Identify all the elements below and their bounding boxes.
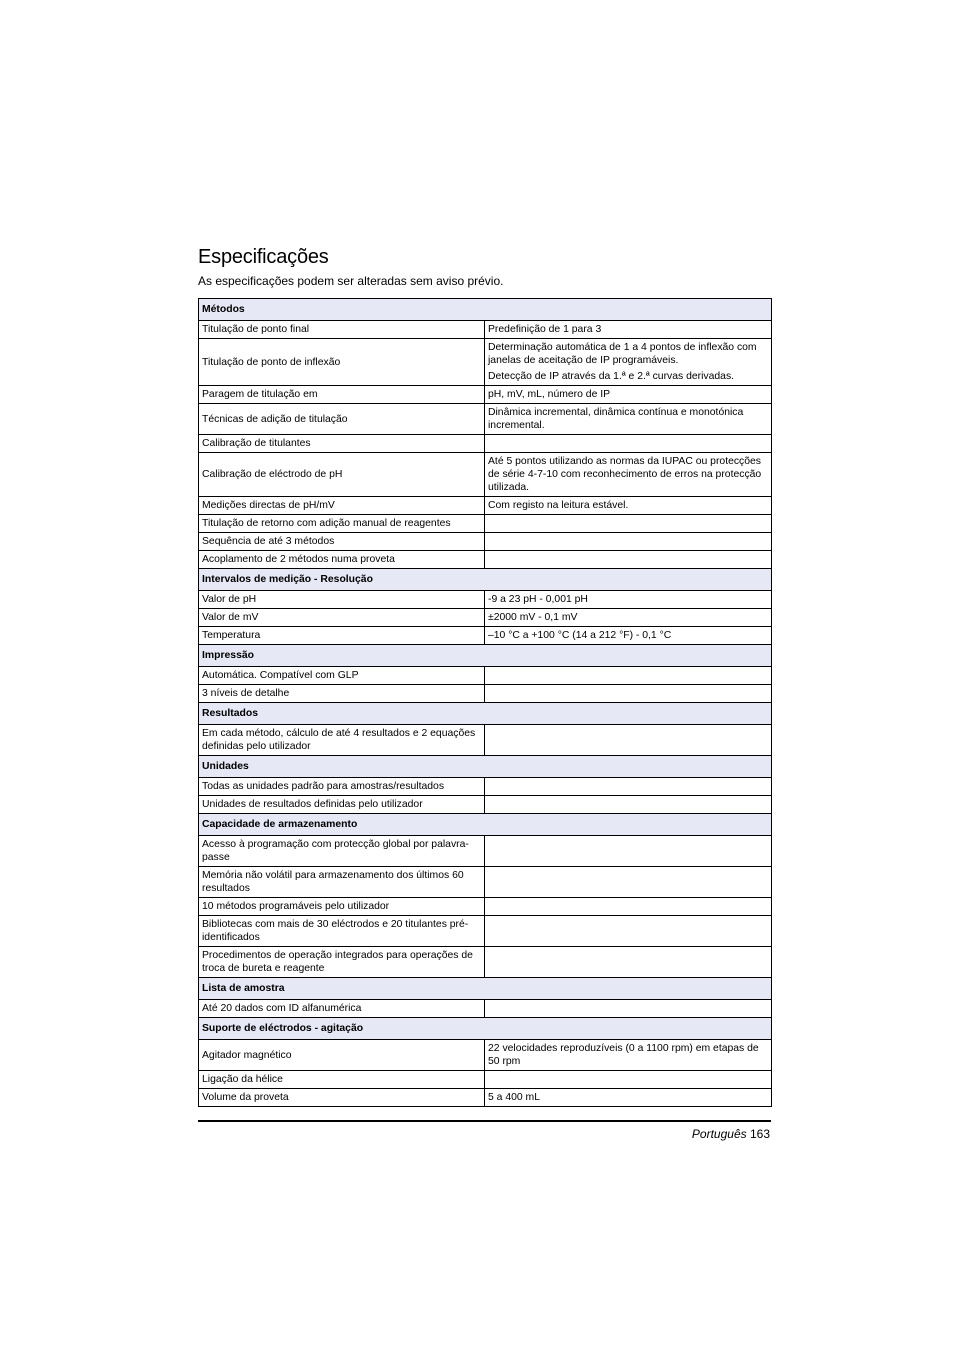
table-row <box>199 404 772 435</box>
spec-label: 3 níveis de detalhe <box>199 685 485 703</box>
section-header-row <box>199 703 772 725</box>
table-row <box>199 321 772 339</box>
spec-label: Titulação de retorno com adição manual de reagentes <box>199 515 485 533</box>
table-row <box>199 515 772 533</box>
spec-value <box>485 778 772 796</box>
table-row <box>199 685 772 703</box>
table-row <box>199 339 772 386</box>
spec-value <box>485 685 772 703</box>
section-header-row <box>199 299 772 321</box>
footer-rule <box>198 1120 771 1122</box>
table-row <box>199 497 772 515</box>
table-row <box>199 627 772 645</box>
spec-value <box>485 515 772 533</box>
spec-value <box>485 453 772 497</box>
section-heading: Métodos <box>199 299 772 321</box>
spec-value-text: –10 °C a +100 °C (14 a 212 °F) - 0,1 °C <box>488 630 672 641</box>
table-row <box>199 778 772 796</box>
spec-label: Agitador magnético <box>199 1040 485 1071</box>
spec-value <box>485 898 772 916</box>
table-row <box>199 725 772 756</box>
spec-value <box>485 609 772 627</box>
section-header-row <box>199 756 772 778</box>
spec-label: Paragem de titulação em <box>199 386 485 404</box>
spec-label: Automática. Compatível com GLP <box>199 667 485 685</box>
table-row <box>199 386 772 404</box>
section-heading: Suporte de eléctrodos - agitação <box>199 1018 772 1040</box>
spec-label: 10 métodos programáveis pelo utilizador <box>199 898 485 916</box>
spec-value <box>485 533 772 551</box>
spec-value <box>485 796 772 814</box>
table-row <box>199 947 772 978</box>
spec-label: Ligação da hélice <box>199 1071 485 1089</box>
table-row <box>199 916 772 947</box>
spec-label: Titulação de ponto de inflexão <box>199 339 485 386</box>
spec-label: Valor de mV <box>199 609 485 627</box>
spec-value <box>485 667 772 685</box>
spec-label: Em cada método, cálculo de até 4 resultados e 2 equações definidas pelo utilizador <box>199 725 485 756</box>
spec-label: Calibração de eléctrodo de pH <box>199 453 485 497</box>
spec-value <box>485 404 772 435</box>
spec-value-text: Dinâmica incremental, dinâmica contínua e monotónica incremental. <box>488 407 744 431</box>
spec-label: Sequência de até 3 métodos <box>199 533 485 551</box>
spec-value-text: pH, mV, mL, número de IP <box>488 389 611 400</box>
page-number: 163 <box>749 1127 770 1141</box>
spec-label: Calibração de titulantes <box>199 435 485 453</box>
section-header-row <box>199 1018 772 1040</box>
table-row <box>199 867 772 898</box>
spec-label: Todas as unidades padrão para amostras/resultados <box>199 778 485 796</box>
spec-label: Procedimentos de operação integrados para operações de troca de bureta e reagente <box>199 947 485 978</box>
section-header-row <box>199 645 772 667</box>
section-heading: Intervalos de medição - Resolução <box>199 569 772 591</box>
page-subtitle: As especificações podem ser alteradas sem aviso prévio. <box>198 274 504 288</box>
spec-value-text: Com registo na leitura estável. <box>488 500 629 511</box>
table-row <box>199 551 772 569</box>
table-row <box>199 898 772 916</box>
table-row <box>199 667 772 685</box>
spec-value <box>485 321 772 339</box>
spec-label: Volume da proveta <box>199 1089 485 1107</box>
table-row <box>199 609 772 627</box>
spec-value-text: Detecção de IP através da 1.ª e 2.ª curvas derivadas. <box>488 371 735 382</box>
table-row <box>199 1089 772 1107</box>
spec-value <box>485 551 772 569</box>
spec-value-text: 22 velocidades reproduzíveis (0 a 1100 rpm) em etapas de 50 rpm <box>488 1043 759 1067</box>
spec-value <box>485 916 772 947</box>
table-row <box>199 836 772 867</box>
page-title: Especificações <box>198 246 329 268</box>
spec-value-text: ±2000 mV - 0,1 mV <box>488 612 578 623</box>
spec-value <box>485 627 772 645</box>
table-row <box>199 435 772 453</box>
footer-language: Português <box>691 1127 747 1141</box>
spec-value <box>485 725 772 756</box>
spec-value <box>485 435 772 453</box>
table-row <box>199 796 772 814</box>
spec-label: Acesso à programação com protecção global por palavra-passe <box>199 836 485 867</box>
spec-value-text: 5 a 400 mL <box>488 1092 540 1103</box>
spec-value-text: Determinação automática de 1 a 4 pontos de inflexão com janelas de aceitação de IP programáveis. <box>488 342 757 366</box>
specifications-table <box>198 298 772 1107</box>
spec-label: Memória não volátil para armazenamento dos últimos 60 resultados <box>199 867 485 898</box>
section-heading: Impressão <box>199 645 772 667</box>
table-row <box>199 533 772 551</box>
section-header-row <box>199 569 772 591</box>
spec-label: Medições directas de pH/mV <box>199 497 485 515</box>
spec-value <box>485 867 772 898</box>
spec-value <box>485 497 772 515</box>
spec-label: Titulação de ponto final <box>199 321 485 339</box>
specifications-table-body <box>199 299 772 1107</box>
spec-value <box>485 1000 772 1018</box>
spec-value <box>485 947 772 978</box>
spec-value <box>485 1089 772 1107</box>
spec-value <box>485 386 772 404</box>
spec-label: Bibliotecas com mais de 30 eléctrodos e 20 titulantes pré-identificados <box>199 916 485 947</box>
section-heading: Resultados <box>199 703 772 725</box>
spec-label: Temperatura <box>199 627 485 645</box>
table-row <box>199 453 772 497</box>
spec-value-text: Predefinição de 1 para 3 <box>488 324 602 335</box>
spec-label: Técnicas de adição de titulação <box>199 404 485 435</box>
spec-value <box>485 836 772 867</box>
table-row <box>199 1000 772 1018</box>
spec-value <box>485 591 772 609</box>
spec-value-text: -9 a 23 pH - 0,001 pH <box>488 594 588 605</box>
spec-label: Unidades de resultados definidas pelo utilizador <box>199 796 485 814</box>
section-heading: Unidades <box>199 756 772 778</box>
section-heading: Capacidade de armazenamento <box>199 814 772 836</box>
section-heading: Lista de amostra <box>199 978 772 1000</box>
page-footer <box>692 1127 770 1141</box>
section-header-row <box>199 978 772 1000</box>
spec-label: Valor de pH <box>199 591 485 609</box>
spec-value-text: Até 5 pontos utilizando as normas da IUPAC ou protecções de série 4-7-10 com reconhecimento de erros na protecção utilizada. <box>488 456 762 493</box>
spec-value <box>485 339 772 386</box>
table-row <box>199 1071 772 1089</box>
spec-value <box>485 1040 772 1071</box>
table-row <box>199 1040 772 1071</box>
spec-value <box>485 1071 772 1089</box>
section-header-row <box>199 814 772 836</box>
table-row <box>199 591 772 609</box>
spec-label: Acoplamento de 2 métodos numa proveta <box>199 551 485 569</box>
spec-label: Até 20 dados com ID alfanumérica <box>199 1000 485 1018</box>
